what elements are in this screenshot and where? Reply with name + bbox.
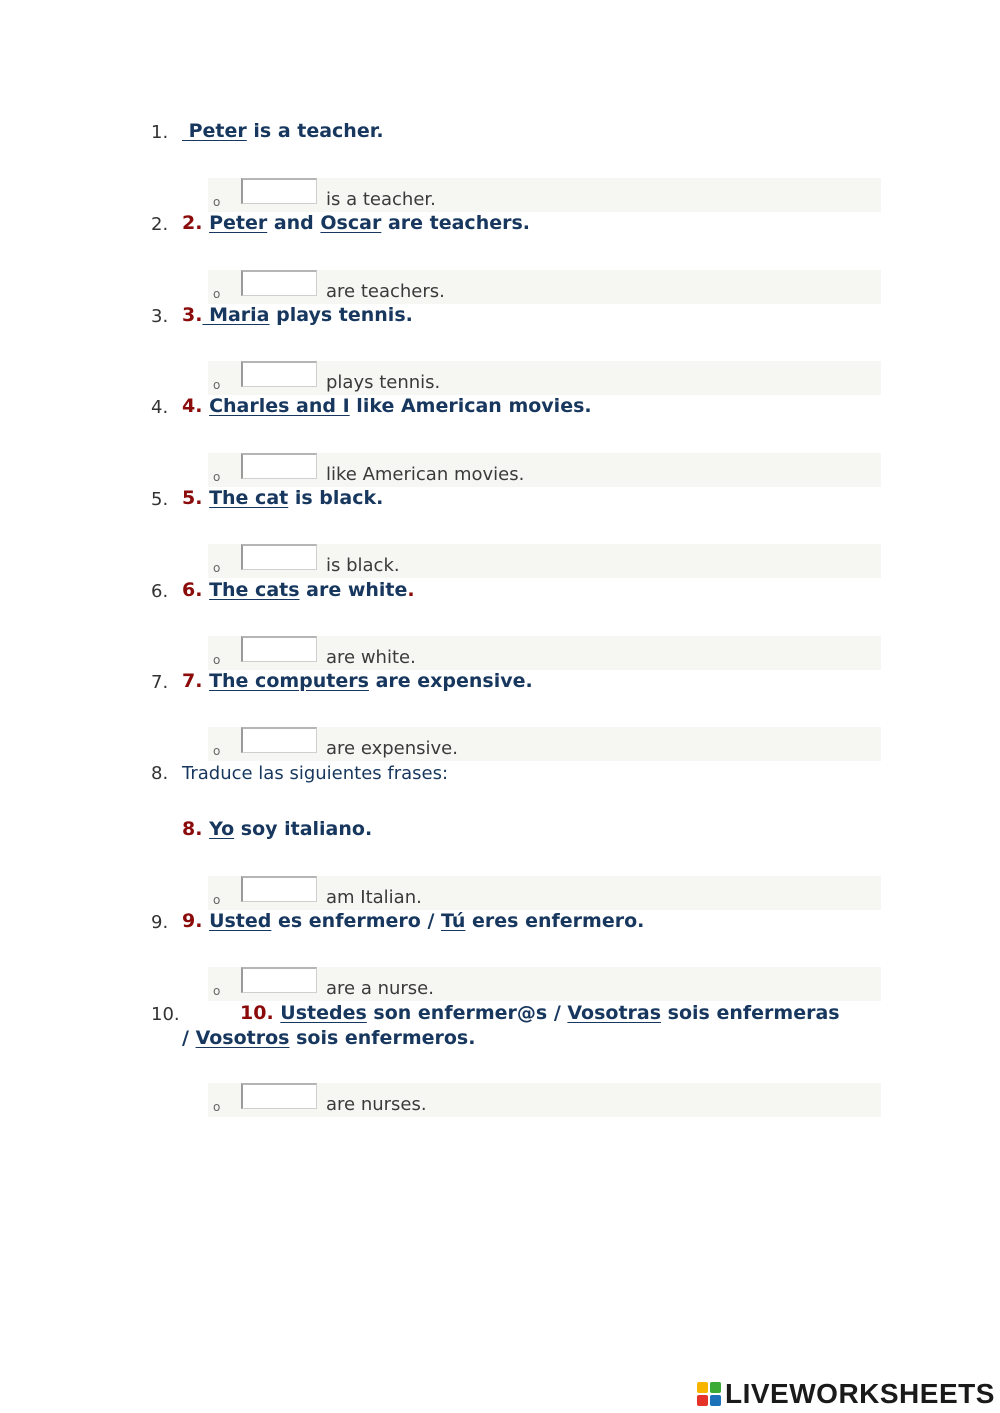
underlined-subject: Oscar [320,212,382,234]
underlined-subject: The computers [209,670,369,692]
question-segment: son enfermer@s / [366,1002,568,1024]
answer-input[interactable] [241,453,317,479]
answer-suffix: is black. [326,555,400,576]
item-number-label: 7. [182,670,210,692]
answer-row [208,544,881,578]
underlined-subject: Charles and I [209,395,350,417]
question-segment: / [182,1027,196,1049]
answer-row [208,453,881,487]
answer-suffix: are teachers. [326,281,445,302]
question-segment: are white [299,579,408,601]
answer-suffix: are white. [326,647,416,668]
answer-input[interactable] [241,967,317,993]
underlined-subject: Maria [202,304,270,326]
question-text-line-2 [182,1027,475,1049]
answer-suffix: like American movies. [326,464,525,485]
underlined-subject: The cats [209,579,300,601]
question-segment: is black. [288,487,384,509]
item-number-label: 9. [182,910,210,932]
answer-row [208,727,881,761]
item-number-label: 4. [182,395,210,417]
bullet-icon: o [213,744,221,758]
logo-mark-icon [697,1382,721,1406]
underlined-subject: Usted [209,910,272,932]
list-number: 4. [151,397,169,418]
item-number-label: 10. [240,1002,281,1024]
question-text [182,120,384,142]
answer-input[interactable] [241,270,317,296]
list-number: 1. [151,122,169,143]
bullet-icon: o [213,561,221,575]
underlined-subject: Ustedes [280,1002,367,1024]
item-number-label: 6. [182,579,210,601]
question-segment: eres enfermero. [465,910,645,932]
answer-row [208,636,881,670]
answer-suffix: am Italian. [326,887,422,908]
answer-input[interactable] [241,876,317,902]
answer-suffix: plays tennis. [326,372,441,393]
answer-row [208,270,881,304]
answer-suffix: are expensive. [326,738,458,759]
bullet-icon: o [213,287,221,301]
answer-input[interactable] [241,1083,317,1109]
item-number-label: . [407,579,415,601]
list-number: 6. [151,581,169,602]
list-number: 3. [151,306,169,327]
question-segment: sois enfermeras [661,1002,840,1024]
underlined-subject: The cat [209,487,289,509]
underlined-subject: Peter [209,212,268,234]
question-segment: like American movies. [349,395,592,417]
liveworksheets-logo [697,1378,993,1410]
question-text-line-1 [240,1002,840,1024]
list-number: 10. [151,1004,180,1025]
item-number-label: 3. [182,304,203,326]
answer-row [208,967,881,1001]
answer-row [208,361,881,395]
question-segment: are teachers. [381,212,530,234]
answer-row [208,1083,881,1117]
question-text [182,487,383,509]
bullet-icon: o [213,984,221,998]
underlined-subject: Yo [209,818,235,840]
list-number: 8. [151,763,169,784]
bullet-icon: o [213,1100,221,1114]
logo-text: LIVEWORKSHEETS [725,1378,995,1409]
answer-input[interactable] [241,361,317,387]
question-segment: soy italiano. [234,818,373,840]
answer-input[interactable] [241,727,317,753]
question-text [182,304,413,326]
item-number-label: 2. [182,212,210,234]
bullet-icon: o [213,470,221,484]
question-text [182,670,533,692]
question-segment: plays tennis. [269,304,413,326]
item-number-label: 8. [182,818,210,840]
question-segment: sois enfermeros. [289,1027,476,1049]
answer-suffix: are a nurse. [326,978,434,999]
question-text [182,579,415,601]
answer-suffix: are nurses. [326,1094,427,1115]
underlined-subject: Peter [182,120,247,142]
list-number: 5. [151,489,169,510]
question-text [182,395,592,417]
answer-row [208,178,881,212]
question-segment: is a teacher. [246,120,384,142]
item-number-label: 5. [182,487,210,509]
question-segment: es enfermero / [271,910,442,932]
answer-suffix: is a teacher. [326,189,436,210]
answer-input[interactable] [241,178,317,204]
underlined-subject: Vosotros [195,1027,290,1049]
question-text [182,910,644,932]
bullet-icon: o [213,653,221,667]
bullet-icon: o [213,893,221,907]
question-text [182,818,372,840]
underlined-subject: Vosotras [567,1002,662,1024]
question-segment: and [267,212,321,234]
underlined-subject: Tú [441,910,466,932]
question-segment: are expensive. [368,670,533,692]
list-number: 2. [151,214,169,235]
bullet-icon: o [213,378,221,392]
answer-row [208,876,881,910]
list-number: 7. [151,672,169,693]
answer-input[interactable] [241,544,317,570]
instruction-text: Traduce las siguientes frases: [182,763,449,784]
list-number: 9. [151,912,169,933]
bullet-icon: o [213,195,221,209]
answer-input[interactable] [241,636,317,662]
question-text [182,212,530,234]
